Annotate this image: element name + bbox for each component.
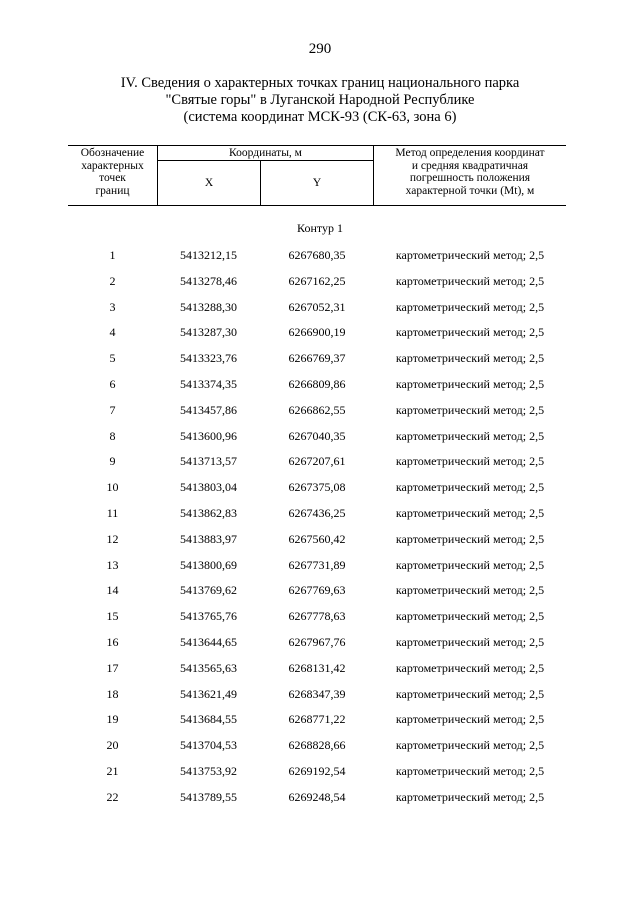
table-row bbox=[68, 402, 566, 418]
y-coordinate: 6267436,25 bbox=[288, 506, 346, 520]
table-row bbox=[68, 273, 566, 289]
y-coordinate: 6269248,54 bbox=[288, 789, 346, 804]
table-row bbox=[68, 505, 566, 521]
point-number: 5 bbox=[109, 351, 116, 366]
table-row bbox=[68, 686, 566, 702]
x-header: X bbox=[204, 177, 214, 189]
title-line: (система координат МСК-93 (СК-63, зона 6) bbox=[183, 109, 457, 125]
header-top-rule bbox=[68, 145, 566, 146]
method-value: картометрический метод; 2,5 bbox=[395, 428, 545, 443]
method-value: картометрический метод; 2,5 bbox=[395, 764, 545, 778]
y-coordinate: 6267162,25 bbox=[288, 273, 346, 288]
method-value: картометрический метод; 2,5 bbox=[395, 635, 545, 649]
header-bottom-rule bbox=[68, 205, 566, 206]
title-line: IV. Сведения о характерных точках границ национального парка bbox=[120, 75, 520, 91]
x-coordinate: 5413713,57 bbox=[180, 454, 237, 469]
designation-header: Обозначение характерных точек границ bbox=[80, 147, 145, 197]
section-title bbox=[0, 75, 640, 126]
y-header: Y bbox=[312, 177, 322, 189]
y-coordinate: 6267375,08 bbox=[288, 480, 346, 495]
method-header: Метод определения координат и средняя квадратичная погрешность положения характерной точки (Mt), м bbox=[395, 147, 545, 197]
x-coordinate: 5413704,53 bbox=[180, 738, 237, 753]
method-value: картометрический метод; 2,5 bbox=[395, 248, 545, 262]
point-number: 4 bbox=[109, 325, 116, 340]
y-coordinate: 6268131,42 bbox=[288, 660, 346, 675]
table-row bbox=[68, 350, 566, 366]
table-row bbox=[68, 737, 566, 753]
x-coordinate: 5413789,55 bbox=[180, 789, 237, 804]
x-coordinate: 5413374,35 bbox=[180, 377, 237, 391]
table-row bbox=[68, 479, 566, 495]
x-coordinate: 5413288,30 bbox=[180, 299, 237, 314]
table-row bbox=[68, 557, 566, 573]
x-coordinate: 5413212,15 bbox=[180, 248, 237, 262]
x-coordinate: 5413323,76 bbox=[180, 351, 237, 366]
point-number: 14 bbox=[106, 583, 119, 598]
point-number: 8 bbox=[109, 428, 116, 443]
method-value: картометрический метод; 2,5 bbox=[395, 454, 545, 469]
table-row bbox=[68, 324, 566, 340]
x-coordinate: 5413600,96 bbox=[180, 428, 237, 443]
point-number: 22 bbox=[106, 789, 119, 804]
page-number: 290 bbox=[308, 41, 332, 57]
point-number: 9 bbox=[109, 454, 116, 469]
method-value: картометрический метод; 2,5 bbox=[395, 789, 545, 804]
y-coordinate: 6267769,63 bbox=[288, 583, 346, 598]
x-coordinate: 5413644,65 bbox=[180, 635, 237, 649]
y-coordinate: 6267207,61 bbox=[288, 454, 346, 469]
point-number: 3 bbox=[109, 299, 116, 314]
title-line: "Святые горы" в Луганской Народной Республике bbox=[165, 92, 475, 108]
table-row bbox=[68, 711, 566, 727]
table-row bbox=[68, 608, 566, 624]
method-value: картометрический метод; 2,5 bbox=[395, 377, 545, 391]
method-value: картометрический метод; 2,5 bbox=[395, 299, 545, 314]
table-row bbox=[68, 789, 566, 805]
y-coordinate: 6266900,19 bbox=[288, 325, 346, 340]
table-row bbox=[68, 376, 566, 392]
x-coordinate: 5413565,63 bbox=[180, 660, 237, 675]
y-coordinate: 6268347,39 bbox=[288, 686, 346, 701]
method-value: картометрический метод; 2,5 bbox=[395, 325, 545, 340]
y-coordinate: 6267680,35 bbox=[288, 248, 346, 262]
method-value: картометрический метод; 2,5 bbox=[395, 660, 545, 675]
method-value: картометрический метод; 2,5 bbox=[395, 351, 545, 366]
table-row bbox=[68, 531, 566, 547]
x-coordinate: 5413684,55 bbox=[180, 712, 237, 727]
point-number: 16 bbox=[106, 635, 119, 649]
point-number: 12 bbox=[106, 531, 119, 546]
point-number: 17 bbox=[106, 660, 119, 675]
x-coordinate: 5413862,83 bbox=[180, 506, 237, 520]
x-coordinate: 5413883,97 bbox=[180, 531, 237, 546]
point-number: 7 bbox=[109, 402, 116, 417]
x-coordinate: 5413457,86 bbox=[180, 402, 237, 417]
point-number: 15 bbox=[106, 609, 119, 624]
method-value: картометрический метод; 2,5 bbox=[395, 531, 545, 546]
method-value: картометрический метод; 2,5 bbox=[395, 273, 545, 288]
coordinates-header: Координаты, м bbox=[229, 147, 302, 159]
table-row bbox=[68, 582, 566, 598]
method-value: картометрический метод; 2,5 bbox=[395, 557, 545, 572]
table-header bbox=[68, 145, 566, 206]
x-coordinate: 5413765,76 bbox=[180, 609, 237, 624]
y-coordinate: 6268828,66 bbox=[288, 738, 346, 753]
table-row bbox=[68, 634, 566, 650]
x-coordinate: 5413800,69 bbox=[180, 557, 237, 572]
y-coordinate: 6267967,76 bbox=[288, 635, 346, 649]
y-coordinate: 6267052,31 bbox=[288, 299, 346, 314]
table-row bbox=[68, 428, 566, 444]
y-coordinate: 6268771,22 bbox=[288, 712, 346, 727]
point-number: 2 bbox=[109, 273, 116, 288]
contour-label: Контур 1 bbox=[297, 221, 343, 235]
y-coordinate: 6267778,63 bbox=[288, 609, 346, 624]
y-coordinate: 6269192,54 bbox=[288, 764, 346, 778]
point-number: 18 bbox=[106, 686, 119, 701]
table-row bbox=[68, 299, 566, 315]
method-value: картометрический метод; 2,5 bbox=[395, 402, 545, 417]
x-coordinate: 5413278,46 bbox=[180, 273, 237, 288]
point-number: 6 bbox=[109, 377, 116, 391]
y-coordinate: 6266809,86 bbox=[288, 377, 346, 391]
point-number: 21 bbox=[106, 764, 119, 778]
method-value: картометрический метод; 2,5 bbox=[395, 738, 545, 753]
point-number: 19 bbox=[106, 712, 119, 727]
table-row bbox=[68, 660, 566, 676]
y-coordinate: 6267040,35 bbox=[288, 428, 346, 443]
method-value: картометрический метод; 2,5 bbox=[395, 506, 545, 520]
point-number: 10 bbox=[106, 480, 119, 495]
y-coordinate: 6266769,37 bbox=[288, 351, 346, 366]
point-number: 13 bbox=[106, 557, 119, 572]
point-number: 1 bbox=[109, 248, 116, 262]
table-row bbox=[68, 763, 566, 779]
x-coordinate: 5413769,62 bbox=[180, 583, 237, 598]
method-value: картометрический метод; 2,5 bbox=[395, 480, 545, 495]
x-coordinate: 5413753,92 bbox=[180, 764, 237, 778]
table-row bbox=[68, 453, 566, 469]
method-value: картометрический метод; 2,5 bbox=[395, 609, 545, 624]
y-coordinate: 6267731,89 bbox=[288, 557, 346, 572]
coordinates-rule bbox=[158, 160, 374, 161]
method-value: картометрический метод; 2,5 bbox=[395, 686, 545, 701]
point-number: 11 bbox=[106, 506, 119, 520]
y-coordinate: 6267560,42 bbox=[288, 531, 346, 546]
y-coordinate: 6266862,55 bbox=[288, 402, 346, 417]
x-coordinate: 5413803,04 bbox=[180, 480, 237, 495]
x-coordinate: 5413287,30 bbox=[180, 325, 237, 340]
point-number: 20 bbox=[106, 738, 119, 753]
table-row bbox=[68, 247, 566, 263]
method-value: картометрический метод; 2,5 bbox=[395, 712, 545, 727]
method-value: картометрический метод; 2,5 bbox=[395, 583, 545, 598]
x-coordinate: 5413621,49 bbox=[180, 686, 237, 701]
